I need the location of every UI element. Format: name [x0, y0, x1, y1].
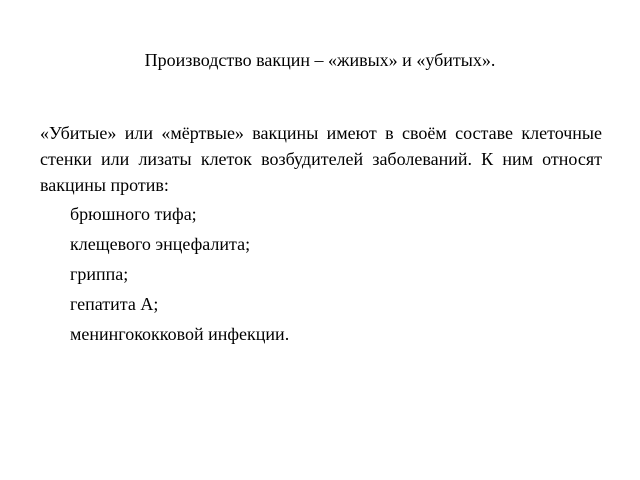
list-item: брюшного тифа;: [70, 204, 197, 224]
list-item: гепатита А;: [70, 294, 159, 314]
list-item: гриппа;: [70, 264, 129, 284]
slide-title: Производство вакцин – «живых» и «убитых».: [144, 50, 496, 70]
list-item: клещевого энцефалита;: [70, 234, 251, 254]
list-item: менингококковой инфекции.: [70, 324, 290, 344]
slide-paragraph: «Убитые» или «мёртвые» вакцины имеют в своём составе клеточные стенки или лизаты клеток возбудителей заболеваний. К ним относят вакцины против:: [40, 123, 602, 195]
vaccine-list: [70, 199, 289, 349]
